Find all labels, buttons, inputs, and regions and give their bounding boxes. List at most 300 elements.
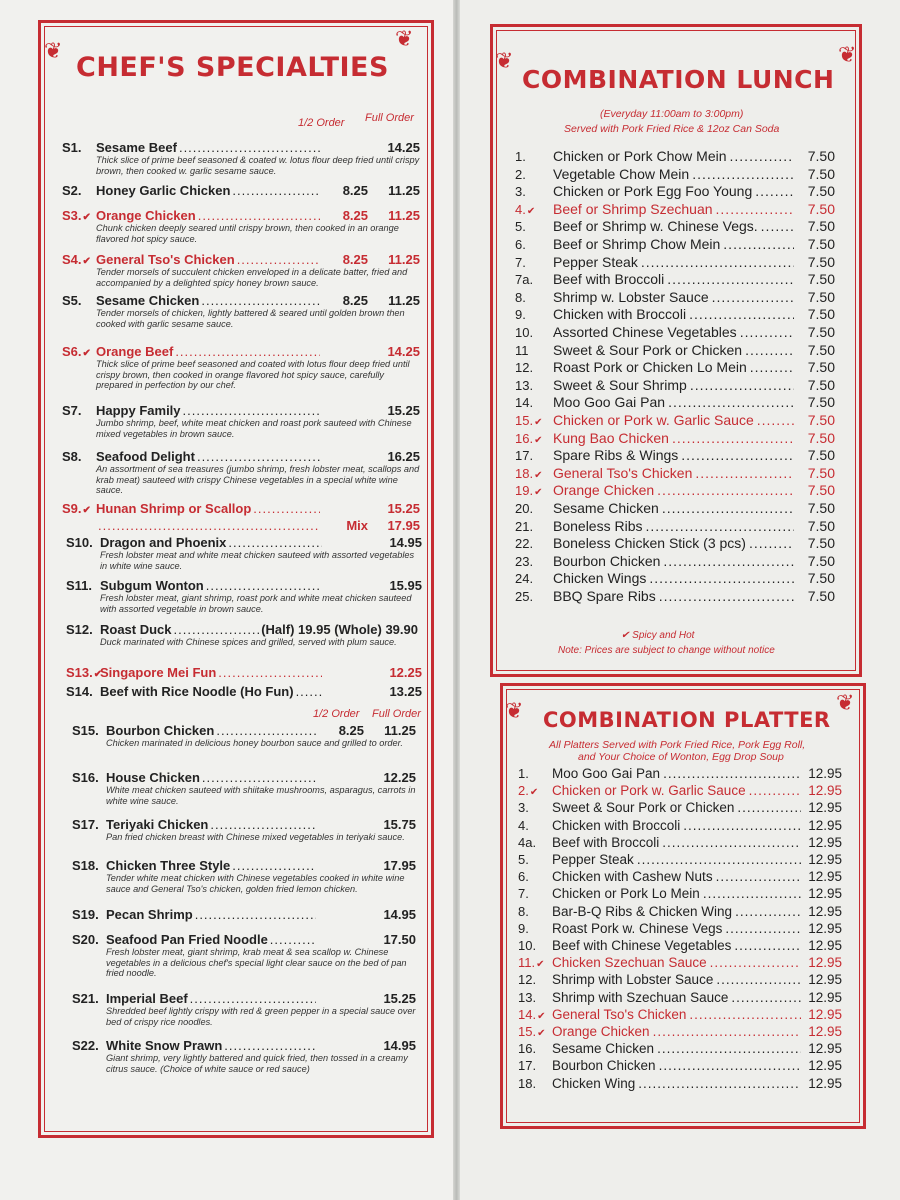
item-description: Tender morsels of succulent chicken enveloped in a delicate batter, fried and accompanied by a delighted spicy honey brown sauce. (96, 267, 408, 288)
item-number: 15.✔ (515, 413, 543, 428)
item-price: 7.50 (807, 447, 835, 464)
item-price: 12.95 (808, 886, 842, 902)
menu-item-line (62, 403, 420, 418)
item-description: Thick slice of prime beef seasoned & coated w. lotus flour deep fried until crispy brown, then cooked w. garlic sesame sauce. (96, 155, 420, 176)
item-price: (Half) 19.95 (Whole) 39.90 (261, 622, 418, 637)
menu-item-line (62, 344, 420, 359)
item-number: S8. (62, 449, 82, 464)
menu-item (62, 501, 420, 516)
chili-pepper-icon: ✔ (537, 1028, 546, 1039)
platter-item (518, 1024, 842, 1039)
item-name: General Tso's Chicken (553, 464, 693, 481)
platter-item (518, 1076, 842, 1091)
leader-dots (668, 394, 794, 410)
item-number: 4.✔ (515, 201, 536, 217)
menu-item (72, 723, 416, 749)
item-number: 14. (515, 395, 534, 411)
item-name: Sesame Beef (96, 140, 177, 155)
item-number: 23. (515, 553, 534, 569)
menu-item-line (72, 723, 416, 738)
item-name: Assorted Chinese Vegetables (553, 324, 737, 340)
item-name: Shrimp with Lobster Sauce (552, 972, 714, 988)
item-number: 8. (518, 903, 529, 919)
chili-pepper-icon: ✔ (82, 505, 91, 516)
lunch-item (515, 324, 835, 340)
chili-pepper-icon: ✔ (82, 348, 91, 359)
leader-dots (653, 1024, 801, 1039)
item-name: Sweet & Sour Pork or Chicken (553, 341, 743, 358)
item-number: S6.✔ (62, 344, 91, 359)
leader-dots (689, 306, 794, 322)
leader-dots (672, 430, 794, 446)
item-number: S3.✔ (62, 208, 91, 223)
item-name: Pecan Shrimp (106, 907, 193, 922)
item-number: S16. (72, 770, 99, 785)
item-name: Vegetable Chow Mein (553, 165, 690, 182)
item-number: 5. (518, 852, 529, 867)
combination-lunch-title: COMBINATION LUNCH (522, 65, 835, 94)
item-name: Chicken with Cashew Nuts (552, 869, 713, 885)
item-number: S14. (66, 684, 93, 699)
item-name: Chicken Wings (553, 570, 647, 587)
item-name: Moo Goo Gai Pan (553, 394, 666, 411)
item-price: 12.95 (808, 1075, 842, 1091)
item-name: Beef or Shrimp Chow Mein (553, 236, 721, 252)
menu-item-line (72, 991, 416, 1006)
item-name: Chicken or Pork w. Garlic Sauce (552, 783, 746, 799)
full-order-price: 14.25 (387, 344, 420, 359)
item-name: Chicken Three Style (106, 858, 231, 873)
item-price: 12.95 (808, 1041, 842, 1057)
item-price: 7.50 (807, 341, 835, 358)
platter-item (518, 783, 842, 798)
lunch-hours: (Everyday 11:00am to 3:00pm) (600, 108, 744, 120)
item-number: S10. (66, 535, 93, 550)
item-name: Dragon and Phoenix (100, 535, 227, 550)
item-name: Bar-B-Q Ribs & Chicken Wing (552, 903, 733, 919)
chili-pepper-icon: ✔ (621, 630, 630, 641)
leader-dots (237, 252, 320, 267)
leader-dots (712, 289, 794, 305)
item-name: Bourbon Chicken (553, 552, 661, 569)
full-order-price: 17.50 (383, 932, 416, 947)
leader-dots (659, 588, 794, 604)
item-price: 7.50 (807, 200, 835, 217)
item-description: Fresh lobster meat, giant shrimp, krab meat & sea scallop w. Chinese vegetables in a delicious chef's special light clear sauce on the bed of pan fried noodle. (106, 947, 407, 978)
half-order-price: 8.25 (342, 293, 368, 308)
item-number: 4. (518, 817, 529, 833)
item-number: S2. (62, 183, 82, 198)
item-name: Chicken or Pork Chow Mein (553, 148, 727, 164)
item-name: Happy Family (96, 403, 181, 418)
leader-dots (749, 535, 794, 551)
leader-dots (662, 500, 794, 516)
full-order-price: 15.25 (387, 403, 420, 418)
item-number: 24. (515, 571, 534, 587)
platter-sub-1: All Platters Served with Pork Fried Rice, Pork Egg Roll, (549, 739, 806, 751)
leader-dots (659, 1058, 801, 1073)
scroll-ornament-icon: ❦ (495, 48, 514, 73)
item-price: 12.95 (808, 972, 842, 988)
leader-dots (667, 271, 794, 287)
leader-dots (730, 148, 794, 164)
menu-item (66, 622, 422, 648)
item-name: Orange Beef (96, 344, 174, 359)
full-order-price: 12.25 (383, 770, 416, 785)
leader-dots (662, 835, 801, 850)
leader-dots (737, 800, 801, 815)
item-number: 18. (518, 1075, 537, 1091)
item-price: 7.50 (807, 236, 835, 252)
leader-dots (197, 449, 320, 464)
item-price: 7.50 (807, 165, 835, 182)
scroll-ornament-icon: ❦ (44, 38, 63, 63)
item-number: S19. (72, 907, 99, 922)
leader-dots (210, 817, 316, 832)
menu-item-line (62, 518, 420, 533)
page-fold (453, 0, 460, 1200)
platter-item (518, 869, 842, 884)
item-price: 7.50 (807, 306, 835, 323)
item-price: 12.95 (808, 852, 842, 867)
lunch-item (515, 500, 835, 516)
item-name: Chicken with Broccoli (552, 817, 681, 833)
item-name: Roast Duck (100, 622, 172, 637)
full-order-price: 11.25 (388, 293, 420, 308)
menu-item-line (62, 140, 420, 155)
leader-dots (681, 447, 794, 463)
item-number: 11 (515, 342, 529, 358)
leader-dots (175, 344, 320, 359)
menu-item-line (62, 183, 420, 198)
item-price: 7.50 (807, 552, 835, 569)
item-name: Beef or Shrimp w. Chinese Vegs. (553, 218, 758, 235)
item-name: Sesame Chicken (96, 293, 200, 308)
item-price: 12.95 (808, 1058, 842, 1074)
leader-dots (735, 904, 801, 919)
full-order-price: 11.25 (384, 723, 416, 738)
item-description: Tender white meat chicken with Chinese vegetables cooked in white wine sauce and General Tso's chicken, golden fried lemon chicken. (106, 873, 405, 894)
leader-dots (98, 518, 320, 533)
item-number: 5. (515, 219, 526, 235)
leader-dots (206, 578, 322, 593)
item-number: S22. (72, 1038, 99, 1053)
lunch-item (515, 447, 835, 463)
item-number: 1. (518, 766, 529, 781)
leader-dots (174, 622, 260, 637)
item-price: 12.95 (808, 955, 842, 971)
item-number: S5. (62, 293, 82, 308)
item-price: 7.50 (807, 148, 835, 164)
item-price: 7.50 (807, 570, 835, 587)
leader-dots (202, 770, 316, 785)
half-order-price: Mix (346, 518, 368, 533)
menu-item (62, 449, 420, 496)
item-number: 9. (518, 920, 529, 936)
full-order-price: 11.25 (388, 183, 420, 198)
spicy-note-text: Spicy and Hot (632, 630, 695, 641)
full-order-price: 16.25 (387, 449, 420, 464)
item-number: S7. (62, 403, 82, 418)
menu-item-line (72, 932, 416, 947)
item-number: S11. (66, 578, 93, 593)
platter-item (518, 852, 842, 867)
item-description: Chunk chicken deeply seared until crispy brown, then cooked in an orange flavored hot spicy sauce. (96, 223, 399, 244)
item-price: 12.95 (808, 989, 842, 1005)
item-number: 11.✔ (518, 955, 545, 971)
item-number: 10. (518, 938, 537, 953)
item-name: Chicken or Pork Egg Foo Young (553, 183, 753, 200)
chefs-specialties-title: CHEF'S SPECIALTIES (76, 52, 389, 83)
leader-dots (198, 208, 320, 223)
item-number: S15. (72, 723, 99, 738)
full-order-header-2: Full Order (372, 708, 421, 720)
lunch-item (515, 570, 835, 586)
item-price: 12.95 (808, 920, 842, 936)
leader-dots (692, 166, 794, 182)
lunch-item (515, 201, 835, 217)
lunch-item (515, 342, 835, 358)
item-number: S9.✔ (62, 501, 91, 516)
item-name: White Snow Prawn (106, 1038, 223, 1053)
item-description: Duck marinated with Chinese spices and grilled, served with plum sauce. (100, 637, 397, 647)
item-number: 10. (515, 325, 534, 340)
leader-dots (224, 1038, 316, 1053)
lunch-item (515, 218, 835, 234)
leader-dots (232, 858, 316, 873)
item-price: 7.50 (807, 535, 835, 552)
item-number: 22. (515, 536, 534, 552)
item-name: Seafood Delight (96, 449, 195, 464)
item-name: Shrimp with Szechuan Sauce (552, 989, 729, 1005)
item-name: Orange Chicken (553, 482, 655, 499)
item-name: Chicken Szechuan Sauce (552, 955, 707, 971)
menu-item-line (62, 501, 420, 516)
chili-pepper-icon: ✔ (534, 417, 543, 428)
item-name: Sesame Chicken (553, 500, 659, 516)
item-name: Seafood Pan Fried Noodle (106, 932, 268, 947)
item-price: 7.50 (807, 588, 835, 604)
item-number: 19.✔ (515, 483, 543, 499)
item-number: 16. (518, 1041, 537, 1057)
leader-dots (228, 535, 322, 550)
chili-pepper-icon: ✔ (526, 205, 536, 217)
item-number: 2.✔ (518, 783, 539, 799)
chili-pepper-icon: ✔ (537, 1010, 546, 1022)
leader-dots (689, 1007, 801, 1022)
full-order-price: 14.25 (387, 140, 420, 155)
item-name: Beef with Broccoli (553, 271, 665, 288)
item-price: 7.50 (807, 253, 835, 270)
item-number: 8. (515, 289, 526, 305)
leader-dots (734, 938, 801, 953)
item-price: 7.50 (807, 324, 835, 340)
item-number: 7a. (515, 272, 534, 288)
menu-item-line (72, 1038, 416, 1053)
item-number: 25. (515, 589, 534, 604)
leader-dots (757, 412, 794, 428)
leader-dots (740, 324, 794, 340)
leader-dots (201, 293, 320, 308)
leader-dots (179, 140, 320, 155)
lunch-item (515, 166, 835, 182)
lunch-item (515, 359, 835, 375)
leader-dots (195, 907, 316, 922)
item-name: BBQ Spare Ribs (553, 588, 656, 604)
half-order-price: 8.25 (338, 723, 364, 738)
item-number: 15.✔ (518, 1024, 546, 1039)
menu-item (72, 907, 416, 922)
scroll-ornament-icon: ❦ (836, 690, 855, 715)
item-price: 12.95 (808, 783, 842, 799)
lunch-item (515, 482, 835, 498)
lunch-item (515, 518, 835, 534)
menu-item (62, 344, 420, 391)
item-name: Honey Garlic Chicken (96, 183, 231, 198)
lunch-item (515, 306, 835, 322)
item-number: S12. (66, 622, 93, 637)
item-name: Beef or Shrimp Szechuan (553, 200, 713, 217)
lunch-item (515, 148, 835, 164)
menu-item-line (66, 665, 422, 680)
leader-dots (637, 852, 801, 867)
menu-item-line (62, 208, 420, 223)
item-number: 9. (515, 307, 526, 323)
item-name: Chicken with Broccoli (553, 306, 687, 323)
menu-item (72, 991, 416, 1027)
leader-dots (641, 254, 794, 270)
item-number: S18. (72, 858, 99, 873)
menu-item-line (62, 449, 420, 464)
item-number: 12. (518, 972, 537, 988)
item-number: 6. (515, 237, 526, 252)
item-number: 13. (518, 989, 537, 1005)
lunch-item (515, 271, 835, 287)
item-description: Jumbo shrimp, beef, white meat chicken and roast pork sauteed with Chinese mixed vegetables in brown sauce. (96, 418, 412, 439)
lunch-item (515, 553, 835, 569)
item-price: 7.50 (807, 288, 835, 305)
item-name: Bourbon Chicken (552, 1058, 656, 1074)
item-number: 7. (515, 254, 526, 270)
item-price: 7.50 (807, 500, 835, 516)
item-price: 7.50 (807, 218, 835, 235)
item-name: General Tso's Chicken (552, 1006, 687, 1022)
chili-pepper-icon: ✔ (93, 669, 103, 680)
menu-item (62, 518, 420, 533)
leader-dots (216, 723, 316, 738)
item-name: House Chicken (106, 770, 200, 785)
item-number: 17. (518, 1058, 537, 1074)
item-description: Chicken marinated in delicious honey bourbon sauce and grilled to order. (106, 738, 403, 748)
lunch-item (515, 588, 835, 604)
menu-item (62, 208, 420, 244)
lunch-item (515, 236, 835, 252)
lunch-item (515, 535, 835, 551)
chili-pepper-icon: ✔ (529, 787, 539, 799)
full-order-price: 14.95 (383, 907, 416, 922)
leader-dots (716, 869, 801, 884)
item-number: 2. (515, 166, 526, 182)
menu-item (72, 932, 416, 979)
item-description: White meat chicken sauteed with shiitake mushrooms, asparagus, carrots in white wine sauce. (106, 785, 416, 806)
item-price: 7.50 (807, 394, 835, 411)
item-name: Orange Chicken (96, 208, 196, 223)
leader-dots (716, 201, 794, 217)
lunch-item (515, 394, 835, 410)
menu-item (62, 183, 420, 198)
leader-dots (690, 377, 794, 393)
item-name: Hunan Shrimp or Scallop (96, 501, 252, 516)
item-name: Orange Chicken (552, 1024, 650, 1039)
leader-dots (183, 403, 320, 418)
item-price: 7.50 (807, 429, 835, 446)
leader-dots (723, 236, 794, 252)
full-order-price: 17.95 (387, 518, 420, 533)
item-name: Sweet & Sour Shrimp (553, 376, 687, 393)
item-price: 7.50 (807, 464, 835, 481)
item-price: 12.95 (808, 800, 842, 816)
full-order-price: 17.95 (383, 858, 416, 873)
item-name: Sesame Chicken (552, 1041, 655, 1057)
leader-dots (638, 1076, 801, 1091)
item-number: 16.✔ (515, 430, 543, 446)
item-price: 12.95 (808, 1006, 842, 1022)
leader-dots (190, 991, 316, 1006)
item-price: 12.95 (808, 766, 842, 781)
lunch-item (515, 183, 835, 199)
full-order-price: 11.25 (388, 252, 420, 267)
menu-item-line (66, 535, 422, 550)
item-name: Boneless Ribs (553, 517, 643, 534)
item-price: 7.50 (807, 359, 835, 376)
item-name: Imperial Beef (106, 991, 188, 1006)
item-description: Fresh lobster meat, giant shrimp, roast pork and white meat chicken sauteed with assorted vegetable in brown sauce. (100, 593, 412, 614)
item-name: Roast Pork w. Chinese Vegs (552, 920, 723, 936)
item-description: Thick slice of prime beef seasoned and coated with lotus flour deep fried until crispy brown, then cooked in orange flavored hot spicy sauce, carefully prepared in perfection by our chef. (96, 359, 410, 390)
leader-dots (731, 990, 801, 1005)
leader-dots (218, 665, 322, 680)
item-number: 7. (518, 886, 529, 902)
lunch-item (515, 289, 835, 305)
chili-pepper-icon: ✔ (534, 487, 543, 499)
item-name: Singapore Mei Fun (100, 665, 217, 680)
platter-item (518, 766, 842, 781)
full-order-price: 15.25 (387, 501, 420, 516)
leader-dots (270, 932, 316, 947)
half-order-price: 8.25 (342, 252, 368, 267)
menu-item-line (62, 293, 420, 308)
item-description: Pan fried chicken breast with Chinese mixed vegetables in teriyaki sauce. (106, 832, 405, 842)
full-order-price: 15.25 (383, 991, 416, 1006)
platter-item (518, 886, 842, 901)
leader-dots (745, 342, 794, 358)
scroll-ornament-icon: ❦ (838, 42, 857, 67)
item-price: 7.50 (807, 482, 835, 499)
leader-dots (761, 218, 794, 234)
lunch-served-with: Served with Pork Fried Rice & 12oz Can Soda (564, 123, 780, 135)
item-name: Bourbon Chicken (106, 723, 215, 738)
item-description: An assortment of sea treasures (jumbo shrimp, fresh lobster meat, scallops and krab meat) sauteed with crispy Chinese vegetables in a special white wine sauce. (96, 464, 420, 495)
leader-dots (695, 465, 794, 481)
item-name: Beef with Rice Noodle (Ho Fun) (100, 684, 294, 699)
menu-item-line (66, 578, 422, 593)
leader-dots (750, 359, 794, 375)
leader-dots (646, 518, 795, 534)
menu-item (62, 293, 420, 329)
spicy-note (620, 630, 694, 641)
item-number: 21. (515, 518, 534, 534)
full-order-price: 14.95 (383, 1038, 416, 1053)
